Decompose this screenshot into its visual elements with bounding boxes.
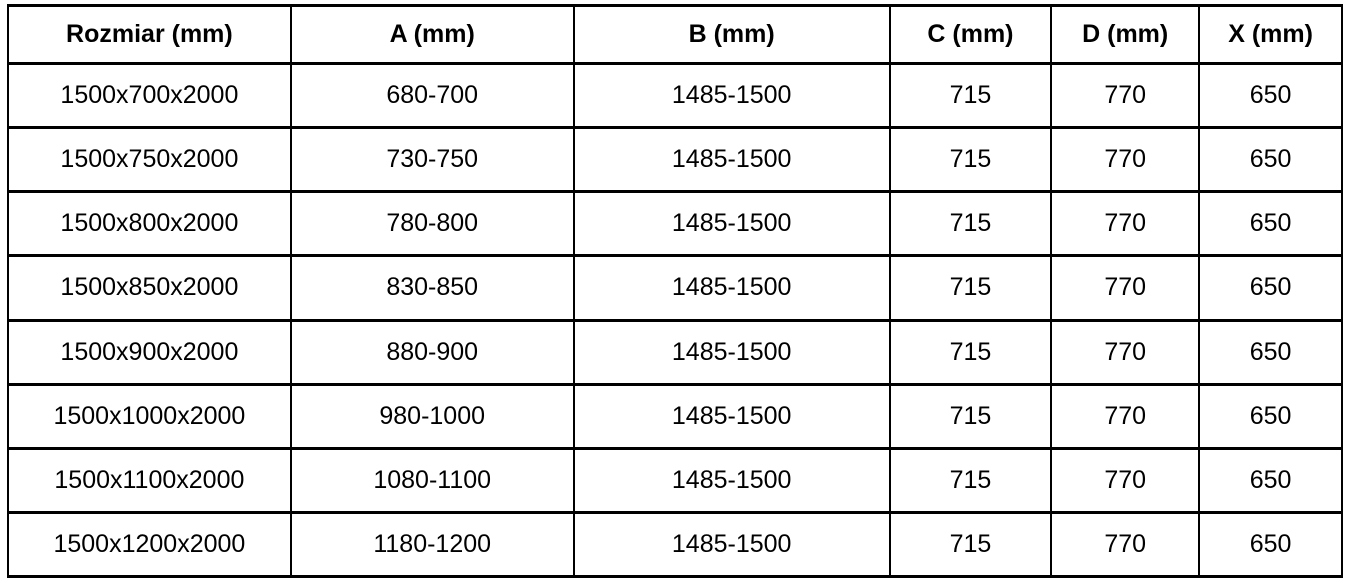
cell-a: 880-900	[291, 320, 574, 384]
cell-x: 650	[1199, 192, 1342, 256]
header-cell-c: C (mm)	[890, 6, 1051, 64]
cell-d: 770	[1051, 448, 1199, 512]
table-row	[8, 192, 1342, 256]
cell-c: 715	[890, 128, 1051, 192]
header-cell-b: B (mm)	[574, 6, 890, 64]
header-cell-a: A (mm)	[291, 6, 574, 64]
cell-x: 650	[1199, 256, 1342, 320]
cell-rozmiar: 1500x850x2000	[8, 256, 291, 320]
cell-b: 1485-1500	[574, 192, 890, 256]
cell-c: 715	[890, 448, 1051, 512]
cell-x: 650	[1199, 448, 1342, 512]
cell-a: 780-800	[291, 192, 574, 256]
header-cell-rozmiar: Rozmiar (mm)	[8, 6, 291, 64]
cell-d: 770	[1051, 128, 1199, 192]
cell-c: 715	[890, 512, 1051, 576]
table-header-row	[8, 6, 1342, 64]
cell-a: 1080-1100	[291, 448, 574, 512]
cell-b: 1485-1500	[574, 128, 890, 192]
cell-c: 715	[890, 384, 1051, 448]
cell-rozmiar: 1500x700x2000	[8, 64, 291, 128]
cell-x: 650	[1199, 384, 1342, 448]
cell-d: 770	[1051, 320, 1199, 384]
cell-x: 650	[1199, 320, 1342, 384]
cell-b: 1485-1500	[574, 512, 890, 576]
cell-c: 715	[890, 64, 1051, 128]
table-row	[8, 384, 1342, 448]
cell-d: 770	[1051, 256, 1199, 320]
cell-d: 770	[1051, 64, 1199, 128]
cell-rozmiar: 1500x1200x2000	[8, 512, 291, 576]
cell-d: 770	[1051, 512, 1199, 576]
cell-b: 1485-1500	[574, 320, 890, 384]
cell-rozmiar: 1500x750x2000	[8, 128, 291, 192]
table-row	[8, 256, 1342, 320]
cell-b: 1485-1500	[574, 448, 890, 512]
header-cell-x: X (mm)	[1199, 6, 1342, 64]
cell-c: 715	[890, 192, 1051, 256]
cell-d: 770	[1051, 384, 1199, 448]
table-row	[8, 128, 1342, 192]
cell-c: 715	[890, 320, 1051, 384]
cell-a: 980-1000	[291, 384, 574, 448]
cell-x: 650	[1199, 64, 1342, 128]
cell-rozmiar: 1500x900x2000	[8, 320, 291, 384]
table-row	[8, 320, 1342, 384]
cell-a: 730-750	[291, 128, 574, 192]
cell-b: 1485-1500	[574, 256, 890, 320]
size-spec-table	[7, 4, 1343, 578]
cell-rozmiar: 1500x1000x2000	[8, 384, 291, 448]
cell-x: 650	[1199, 512, 1342, 576]
cell-c: 715	[890, 256, 1051, 320]
cell-a: 830-850	[291, 256, 574, 320]
cell-rozmiar: 1500x800x2000	[8, 192, 291, 256]
table-row	[8, 448, 1342, 512]
header-cell-d: D (mm)	[1051, 6, 1199, 64]
cell-b: 1485-1500	[574, 384, 890, 448]
table-row	[8, 64, 1342, 128]
cell-rozmiar: 1500x1100x2000	[8, 448, 291, 512]
cell-x: 650	[1199, 128, 1342, 192]
cell-b: 1485-1500	[574, 64, 890, 128]
table-row	[8, 512, 1342, 576]
cell-a: 1180-1200	[291, 512, 574, 576]
cell-d: 770	[1051, 192, 1199, 256]
cell-a: 680-700	[291, 64, 574, 128]
